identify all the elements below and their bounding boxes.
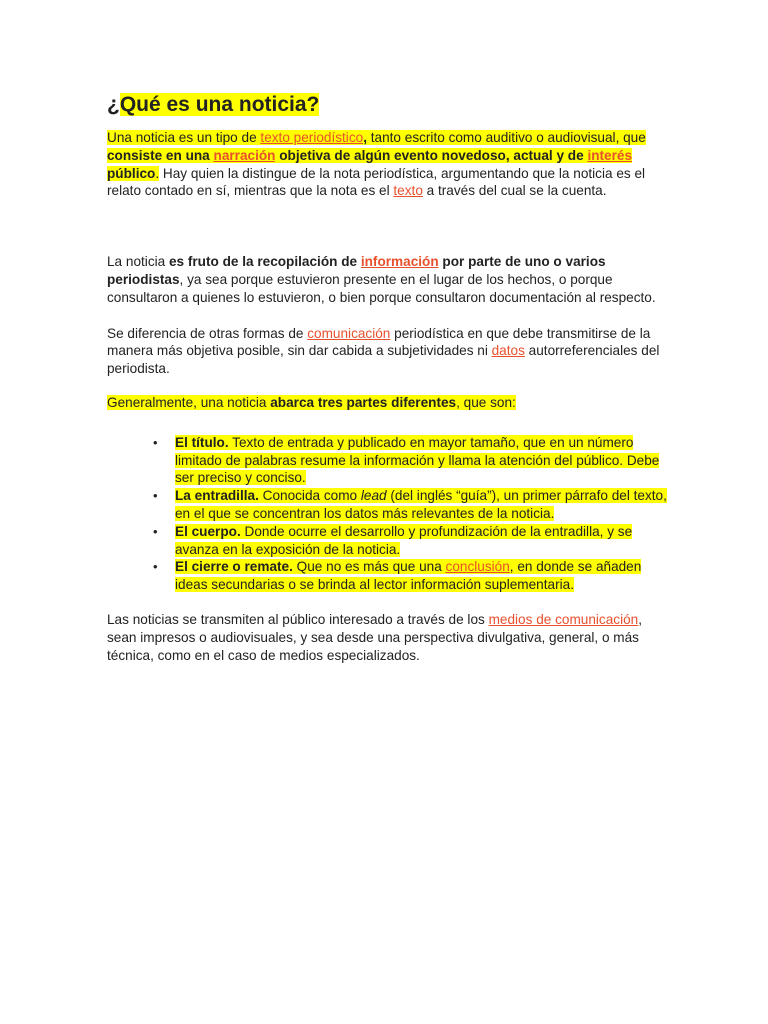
item-heading: El título. (175, 434, 229, 450)
item-text: Conocida como (258, 488, 361, 504)
bullet-icon: • (153, 559, 158, 575)
list-item-titulo (153, 434, 667, 487)
p3-text: periodística en que debe transmitirse de la manera más objetiva posible, sin dar cabida a subjetividades ni (107, 325, 651, 359)
link-conclusion[interactable]: conclusión (445, 559, 510, 575)
p5-text: Las noticias se transmiten al público interesado a través de los (107, 611, 489, 627)
link-texto[interactable]: texto (393, 183, 423, 199)
item-heading: El cuerpo. (175, 523, 241, 539)
p1-period: . (155, 165, 160, 181)
item-heading: La entradilla. (175, 488, 259, 504)
p1-bold: público (107, 165, 156, 181)
paragraph-partes (107, 394, 667, 412)
title-prefix: ¿ (107, 93, 120, 116)
list-item-entradilla (153, 487, 667, 523)
item-text: (del inglés “guía”), un primer párrafo del texto, en el que se concentran los datos más relevantes de la noticia. (175, 488, 667, 521)
p2-bold: es fruto de la recopilación de (168, 254, 361, 270)
p1-text: tanto escrito como auditivo o audiovisual, que (366, 130, 646, 145)
bullet-icon: • (153, 488, 158, 504)
p3-text: Se diferencia de otras formas de (107, 325, 308, 341)
p4-bold: abarca tres partes diferentes (270, 394, 457, 410)
item-heading: El cierre o remate. (175, 559, 293, 575)
document-body (107, 92, 667, 664)
link-narracion[interactable]: narración (213, 147, 276, 163)
link-datos[interactable]: datos (491, 343, 525, 359)
p2-bold: por parte de uno o varios periodistas (107, 254, 606, 287)
item-emphasis: lead (360, 488, 387, 504)
list-item-cierre (153, 558, 667, 594)
p4-text: , que son: (456, 394, 516, 410)
paragraph-recopilacion (107, 253, 667, 306)
link-texto-periodistico[interactable]: texto periodístico (260, 130, 364, 145)
p1-text: a través del cual se la cuenta. (422, 183, 607, 199)
paragraph-medios (107, 611, 667, 664)
link-informacion[interactable]: información (360, 254, 439, 270)
p5-text: , sean impresos o audiovisuales, y sea desde una perspectiva divulgativa, general, o más técnica, como en el caso de medios especializados. (107, 611, 642, 663)
item-text: Texto de entrada y publicado en mayor tamaño, que en un número limitado de palabras resume la información y llama la atención del público. Debe ser preciso y conciso. (175, 434, 660, 486)
p1-text: Hay quien la distingue de la nota periodística, argumentando que la noticia es el relato contado en sí, mientras que la nota es el (107, 165, 646, 199)
item-text: , en donde se añaden ideas secundarias o se brinda al lector información suplementaria. (175, 559, 642, 593)
item-text: Donde ocurre el desarrollo y profundización de la entradilla, y se avanza en la exposición de la noticia. (175, 523, 633, 557)
p2-text: La noticia (107, 254, 169, 270)
paragraph-definition (107, 129, 667, 200)
p3-text: autorreferenciales del periodista. (107, 343, 660, 377)
page-title (107, 92, 667, 118)
p1-text: Una noticia es un tipo de (107, 130, 261, 145)
parts-list (107, 434, 667, 594)
p1-bold: consiste en una (107, 147, 214, 163)
link-interes[interactable]: interés (587, 147, 633, 163)
p2-text: , ya sea porque estuvieron presente en el lugar de los hechos, o porque consultaron a quienes lo estuvieron, o bien porque consultaron documentación al respecto. (107, 271, 656, 305)
link-comunicacion[interactable]: comunicación (307, 325, 391, 341)
bullet-icon: • (153, 523, 158, 539)
p1-bold: objetiva de algún evento novedoso, actual y de (275, 147, 588, 163)
bullet-icon: • (153, 434, 158, 450)
item-text: Que no es más que una (292, 559, 446, 575)
p1-comma: , (363, 130, 367, 145)
paragraph-diferencia (107, 325, 667, 378)
p4-text: Generalmente, una noticia (107, 394, 271, 410)
list-item-cuerpo (153, 523, 667, 559)
title-highlighted: Qué es una noticia? (119, 93, 320, 116)
link-medios-de-comunicacion[interactable]: medios de comunicación (488, 611, 639, 627)
